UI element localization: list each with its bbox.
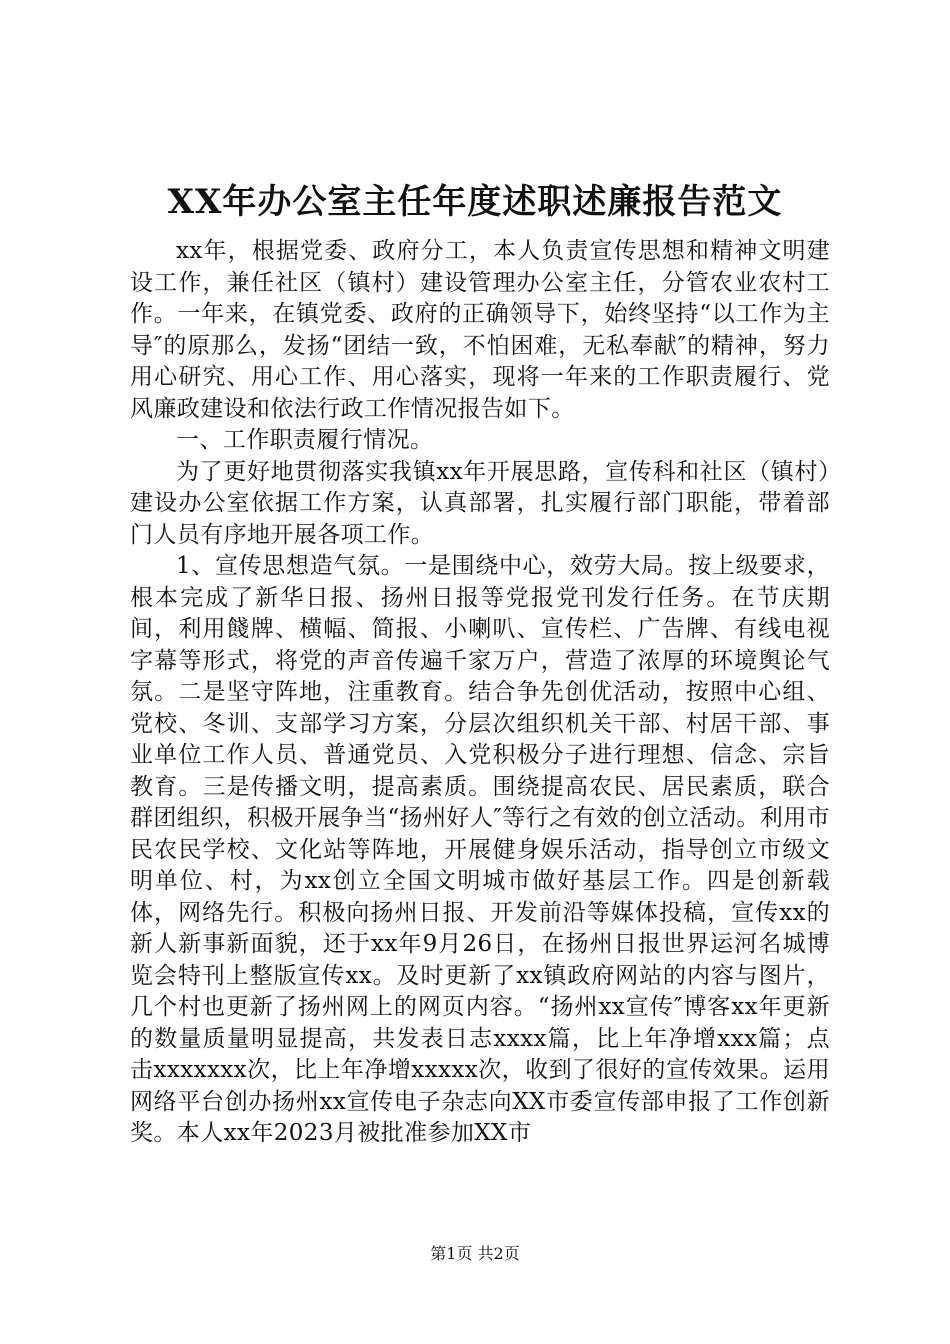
document-title: XX年办公室主任年度述职述廉报告范文 — [167, 182, 783, 222]
paragraph-propaganda: 1、宣传思想造气氛。一是围绕中心，效劳大局。按上级要求，根本完成了新华日报、扬州日报等党报党刊发行任务。在节庆期间，利用餞牌、横幅、简报、小喇叭、宣传栏、广告牌、有线电视字幕等形式，将党的声音传遍千家万户，营造了浓厚的环境舆论气氛。二是坚守阵地，注重教育。结合争先创优活动，按照中心组、党校、冬训、支部学习方案，分层次组织机关干部、村居干部、事业单位工作人员、普通党员、入党积极分子进行理想、信念、宗旨教育。三是传播文明，提高素质。围绕提高农民、居民素质，联合群团组织，积极开展争当“扬州好人″等行之有效的创立活动。利用市民农民学校、文化站等阵地，开展健身娱乐活动，指导创立市级文明单位、村，为xx创立全国文明城市做好基层工作。四是创新载体，网络先行。积极向扬州日报、开发前沿等媒体投稿，宣传xx的新人新事新面貌，还于xx年9月26日，在扬州日报世界运河名城博览会特刊上整版宣传xx。及时更新了xx镇政府网站的内容与图片，几个村也更新了扬州网上的网页内容。“扬州xx宣传″博客xx年更新的数量质量明显提高，共发表日志xxxx篇，比上年净增xxx篇；点击xxxxxxx次，比上年净增xxxxx次，收到了很好的宣传效果。运用网络平台创办扬州xx宣传电子杂志向XX市委宣传部申报了工作创新奖。本人xx年2023月被批准参加XX市 — [130, 553, 830, 1146]
document-body — [130, 236, 830, 1150]
section-heading: 一、工作职责履行情况。 — [176, 427, 434, 453]
paragraph-overview: 为了更好地贯彻落实我镇xx年开展思路，宣传科和社区（镇村）建设办公室依据工作方案，认真部署，扎实履行部门职能，带着部门人员有序地开展各项工作。 — [130, 458, 830, 548]
paragraph-intro: xx年，根据党委、政府分工，本人负责宣传思想和精神文明建设工作，兼任社区（镇村）建设管理办公室主任，分管农业农村工作。一年来，在镇党委、政府的正确领导下，始终坚持“以工作为主导″的原那么，发扬“团结一致，不怕困难，无私奉献″的精神，努力用心研究、用心工作、用心落实，现将一年来的工作职责履行、党风廉政建设和依法行政工作情况报告如下。 — [130, 238, 830, 422]
page-number-footer: 第1页 共2页 — [430, 1244, 520, 1263]
